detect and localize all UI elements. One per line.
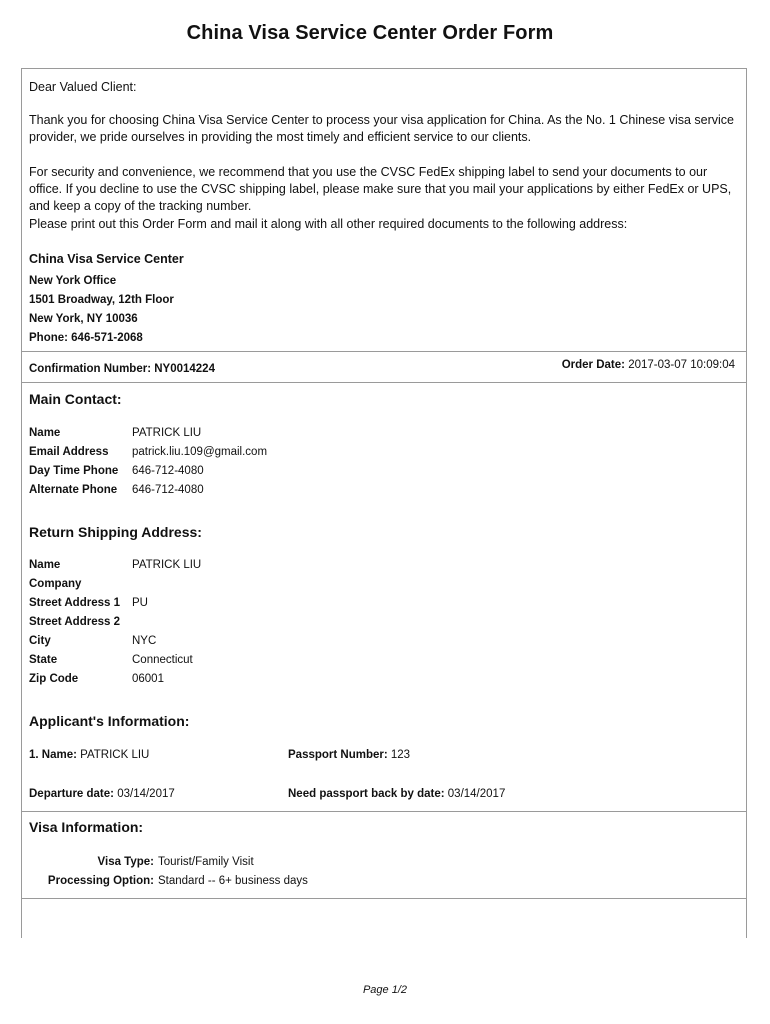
confirmation-number: Confirmation Number: NY0014224	[29, 363, 215, 375]
need-back-date	[288, 786, 505, 802]
main-contact-heading: Main Contact:	[29, 391, 122, 407]
ship-street1-label: Street Address 1	[29, 597, 120, 609]
page-title: China Visa Service Center Order Form	[186, 22, 554, 44]
ship-state-value: Connecticut	[132, 654, 193, 666]
order-date-label: Order Date:	[561, 359, 625, 371]
applicant-name-value: PATRICK LIU	[80, 749, 150, 761]
visa-type-value: Tourist/Family Visit	[158, 856, 254, 868]
divider	[21, 351, 747, 352]
processing-option-label-text: Processing Option:	[47, 875, 154, 887]
ship-company-label: Company	[29, 578, 82, 590]
passport-number	[288, 747, 410, 763]
return-shipping-heading: Return Shipping Address:	[29, 524, 202, 540]
office-name: New York Office	[29, 275, 117, 287]
divider	[21, 811, 747, 812]
divider	[21, 898, 747, 899]
greeting: Dear Valued Client:	[29, 80, 137, 94]
applicant-name	[29, 747, 149, 763]
contact-name-label: Name	[29, 427, 61, 439]
contact-altphone-value: 646-712-4080	[132, 484, 204, 496]
applicant-name-label: 1. Name:	[29, 749, 77, 761]
divider	[21, 382, 747, 383]
visa-type-label-text: Visa Type:	[97, 856, 154, 868]
ship-city-label: City	[29, 635, 51, 647]
departure-date-label: Departure date:	[29, 788, 114, 800]
office-city: New York, NY 10036	[29, 313, 138, 325]
departure-date	[29, 786, 175, 802]
ship-street2-label: Street Address 2	[29, 616, 120, 628]
ship-state-label: State	[29, 654, 58, 666]
instructions-paragraph: Please print out this Order Form and mail it along with all other required documents to the following address:	[29, 217, 628, 231]
ship-name-value: PATRICK LIU	[132, 559, 202, 571]
contact-name-value: PATRICK LIU	[132, 427, 202, 439]
departure-date-value: 03/14/2017	[117, 788, 175, 800]
need-back-date-value: 03/14/2017	[447, 788, 506, 800]
intro-paragraph: Thank you for choosing China Visa Service Center to process your visa application for China. As the No. 1 Chinese visa service provider, we pride ourselves in providing the most timely and efficient service to our clients.	[29, 113, 734, 144]
visa-type-label	[98, 854, 154, 870]
contact-dayphone-label: Day Time Phone	[29, 465, 119, 477]
passport-number-value: 123	[390, 749, 411, 761]
order-date-value: 2017-03-07 10:09:04	[628, 359, 735, 371]
processing-option-label	[48, 873, 154, 889]
contact-altphone-label: Alternate Phone	[29, 484, 118, 496]
contact-email-value: patrick.liu.109@gmail.com	[132, 446, 268, 458]
need-back-date-label: Need passport back by date:	[288, 788, 445, 800]
ship-street1-value: PU	[132, 597, 148, 609]
ship-city-value: NYC	[132, 635, 157, 647]
office-phone: Phone: 646-571-2068	[29, 332, 143, 344]
ship-zip-value: 06001	[132, 673, 164, 685]
contact-email-label: Email Address	[29, 446, 109, 458]
visa-heading: Visa Information:	[29, 819, 144, 835]
ship-name-label: Name	[29, 559, 61, 571]
company-name: China Visa Service Center	[29, 252, 184, 266]
office-street: 1501 Broadway, 12th Floor	[29, 294, 174, 306]
shipping-paragraph: For security and convenience, we recommend that you use the CVSC FedEx shipping label to send your documents to our office. If you decline to use the CVSC shipping label, please make sure that you mail your applications by either FedEx or UPS, and keep a copy of the tracking number.	[29, 165, 732, 213]
applicant-heading: Applicant's Information:	[29, 713, 190, 729]
ship-zip-label: Zip Code	[29, 673, 79, 685]
order-date	[562, 357, 735, 373]
contact-dayphone-value: 646-712-4080	[132, 465, 204, 477]
page-number: Page 1/2	[362, 984, 408, 996]
passport-number-label: Passport Number:	[288, 749, 388, 761]
processing-option-value: Standard -- 6+ business days	[158, 875, 308, 887]
